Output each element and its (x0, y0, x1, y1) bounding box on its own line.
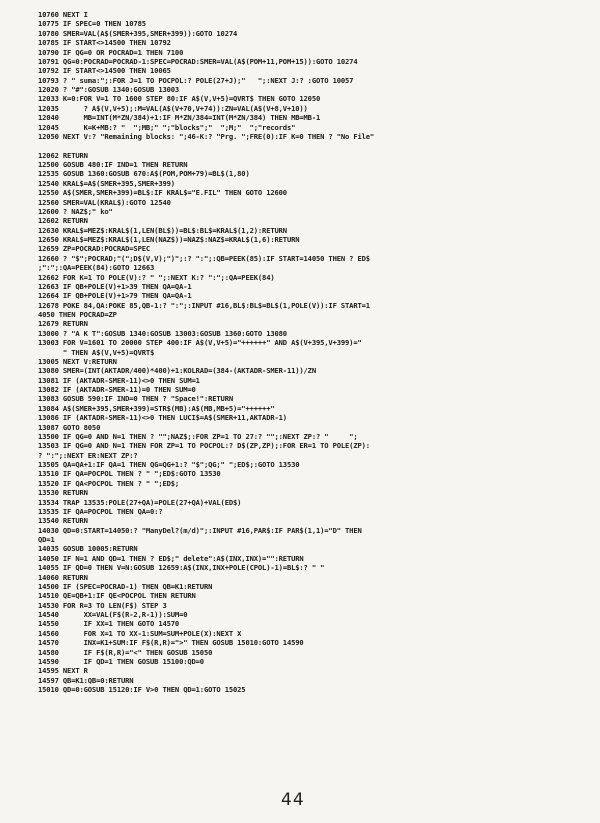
code-line: 10790 IF QG=0 OR POCRAD=1 THEN 7100 (38, 47, 184, 57)
code-line: 14050 IF N=1 AND QD=1 THEN ? ED$;" delete":A$(INX,INX)="":RETURN (38, 553, 304, 563)
code-line: 13510 IF QA=POCPOL THEN ? " ";ED$:GOTO 13530 (38, 469, 221, 479)
page-number: 44 (281, 790, 305, 810)
code-line: ? ":";:NEXT ER:NEXT ZP:? (38, 450, 138, 460)
code-line: 12035 ? A$(V,V+5);:M=VAL(A$(V+70,V+74)):ZN=VAL(A$(V+8,V+10)) (38, 103, 308, 113)
code-line: 14595 NEXT R (38, 666, 88, 676)
code-line: 12662 FOR K=1 TO POLE(V):? " ";:NEXT K:? ":";:QA=PEEK(84) (38, 272, 275, 282)
code-line: 13534 TRAP 13535:POLE(27+QA)=POLE(27+QA)+VAL(ED$) (38, 497, 242, 507)
code-line: 12500 GOSUB 480:IF IND=1 THEN RETURN (38, 160, 188, 169)
code-line: 12664 IF QB+POLE(V)+1>79 THEN QA=QA-1 (38, 291, 192, 301)
code-line: 12602 RETURN (38, 216, 88, 226)
code-line: 14510 QE=QB+1:IF QE<POCPOL THEN RETURN (38, 591, 196, 601)
code-line: 12062 RETURN (38, 150, 88, 160)
code-line: 10793 ? " suma:";:FOR J=1 TO POCPOL:? POLE(27+J);" ";:NEXT J:? :GOTO 10057 (38, 75, 354, 85)
code-line: 13080 SMER=(INT(AKTADR/400)*400)+1:KOLRAD=(384-(AKTADR-SMER-11))/ZN (38, 366, 316, 376)
code-line: 14530 FOR R=3 TO LEN(F$) STEP 3 (38, 600, 167, 610)
code-line: 12660 ? "$";POCRAD;"(";D$(V,V);")";:? ":";:QB=PEEK(85):IF START=14050 THEN ? ED$ (38, 253, 370, 263)
code-line: 13540 RETURN (38, 516, 88, 526)
code-line: 13000 ? "A K T":GOSUB 1340:GOSUB 13003:GOSUB 1360:GOTO 13080 (38, 328, 287, 338)
code-line: 14597 QB=K1:QB=0:RETURN (38, 675, 134, 685)
code-line: 13081 IF (AKTADR-SMER-11)<>0 THEN SUM=1 (38, 375, 200, 385)
code-line: 12045 K=K+MB:? " ";MB;" ";"blocks";" ";M;" ";"records" (38, 122, 296, 132)
code-line: 13535 IF QA=POCPOL THEN QA=0:? (38, 506, 163, 516)
code-line: 14580 IF F$(R,R)="<" THEN GOSUB 15050 (38, 647, 213, 657)
code-line: 14060 RETURN (38, 572, 88, 582)
code-line: QD=1 (38, 535, 55, 544)
code-line: ;":";:QA=PEEK(84):GOTO 12663 (38, 263, 155, 273)
code-line: 14560 FOR X=1 TO XX-1:SUM=SUM+POLE(X):NEXT X (38, 628, 242, 638)
code-line: 14540 XX=VAL(F$(R-2,R-1)):SUM=0 (38, 610, 188, 619)
code-line: " THEN A$(V,V+5)=QVRT$ (38, 347, 155, 357)
code-line: 12663 IF QB+POLE(V)+1>39 THEN QA=QA-1 (38, 281, 192, 291)
code-line: 12050 NEXT V:? "Remaining blocks: ";46-K:? "Prg. ";FRE(0):IF K=0 THEN ? "No File" (38, 131, 375, 141)
code-line: 13505 QA=QA+1:IF QA=1 THEN QG=QG+1:? "$";QG;" ";ED$;:GOTO 13530 (38, 460, 300, 469)
code-line: 13530 RETURN (38, 488, 88, 498)
code-line: 10760 NEXT I (38, 10, 88, 19)
code-line: 12630 KRAL$=MEZ$:KRAL$(1,LEN(BL$))=BL$:BL$=KRAL$(1,2):RETURN (38, 225, 287, 235)
code-line: 12679 RETURN (38, 319, 88, 329)
code-line: 13083 GOSUB 590:IF IND=0 THEN ? "Space!":RETURN (38, 394, 234, 404)
code-line: 12020 ? "#":GOSUB 1340:GOSUB 13003 (38, 85, 180, 94)
code-line: 13003 FOR V=1601 TO 20000 STEP 400:IF A$(V,V+5)="++++++" AND A$(V+395,V+399)=" (38, 338, 362, 348)
code-line: 13500 IF QG=0 AND N=1 THEN ? "";NAZ$;:FOR ZP=1 TO 27:? "";:NEXT ZP:? " "; (38, 431, 358, 441)
code-line: 13086 IF (AKTADR-SMER-11)<>0 THEN LUCI$=A$(SMER+11,AKTADR-1) (38, 413, 287, 423)
code-line: 12033 K=0:FOR V=1 TO 1600 STEP 80:IF A$(V,V+5)=QVRT$ THEN GOTO 12050 (38, 94, 321, 104)
code-line: 14055 IF QD=0 THEN V=N:GOSUB 12659:A$(INX,INX+POLE(CPOL)-1)=BL$:? " " (38, 563, 325, 573)
code-line: 13520 IF QA<POCPOL THEN ? " ";ED$; (38, 478, 180, 488)
code-line: 14550 IF XX=1 THEN GOTO 14570 (38, 619, 180, 629)
code-line: 14035 GOSUB 10005:RETURN (38, 544, 138, 554)
code-line (38, 141, 594, 150)
code-line: 14590 IF QD=1 THEN GOSUB 15100:QD=0 (38, 656, 204, 666)
code-line: 14500 IF (SPEC=POCRAD-1) THEN QB=K1:RETURN (38, 581, 213, 591)
code-line: 13005 NEXT V:RETURN (38, 356, 117, 366)
code-line: 13082 IF (AKTADR-SMER-11)=0 THEN SUM=0 (38, 385, 196, 394)
code-line: 10785 IF START<>14500 THEN 10792 (38, 38, 171, 48)
code-line: 4050 THEN POCRAD=ZP (38, 310, 117, 319)
basic-program-listing (38, 10, 594, 694)
code-line: 14030 QD=0:START=14050:? "ManyDel?(m/d)";:INPUT #16,PAR$:IF PAR$(1,1)="D" THEN (38, 525, 362, 535)
code-line: 12040 MB=INT(M*ZN/384)+1:IF M*ZN/384=INT(M*ZN/384) THEN MB=MB-1 (38, 113, 321, 123)
code-line: 10792 IF START<>14500 THEN 10065 (38, 66, 171, 76)
code-line: 13503 IF QG=0 AND N=1 THEN FOR ZP=1 TO POCPOL:? D$(ZP,ZP);:FOR ER=1 TO POLE(ZP): (38, 441, 370, 451)
code-line: 12535 GOSUB 1360:GOSUB 670:A$(POM,POM+79)=BL$(1,80) (38, 169, 250, 179)
code-line: 12659 ZP=POCRAD:POCRAD=SPEC (38, 244, 151, 254)
code-line: 12678 POKE 84,QA:POKE 85,QB-1:? ":";:INPUT #16,BL$:BL$=BL$(1,POLE(V)):IF START=1 (38, 300, 370, 310)
code-line: 13084 A$(SMER+395,SMER+399)=STR$(MB):A$(MB,MB+5)="++++++" (38, 403, 275, 413)
code-line: 10791 QG=0:POCRAD=POCRAD-1:SPEC=POCRAD:SMER=VAL(A$(POM+11,POM+15)):GOTO 10274 (38, 56, 358, 66)
code-line: 12600 ? NAZ$;" ko" (38, 206, 113, 216)
code-line: 10775 IF SPEC=0 THEN 10785 (38, 19, 146, 29)
code-line: 12550 A$(SMER,SMER+399)=BL$:IF KRAL$="E.FIL" THEN GOTO 12600 (38, 188, 287, 198)
code-line: 15010 QD=0:GOSUB 15120:IF V>0 THEN QD=1:GOTO 15025 (38, 685, 246, 694)
code-line: 12540 KRAL$=A$(SMER+395,SMER+399) (38, 178, 175, 188)
code-line: 13087 GOTO 8050 (38, 422, 101, 432)
code-line: 14570 INX=K1+SUM:IF F$(R,R)=">" THEN GOSUB 15010:GOTO 14590 (38, 638, 304, 648)
code-line: 12560 SMER=VAL(KRAL$):GOTO 12540 (38, 197, 171, 207)
code-line: 12650 KRAL$=MEZ$:KRAL$(1,LEN(NAZ$))=NAZ$:NAZ$=KRAL$(1,6):RETURN (38, 235, 300, 244)
code-line: 10780 SMER=VAL(A$(SMER+395,SMER+399)):GOTO 10274 (38, 28, 238, 38)
